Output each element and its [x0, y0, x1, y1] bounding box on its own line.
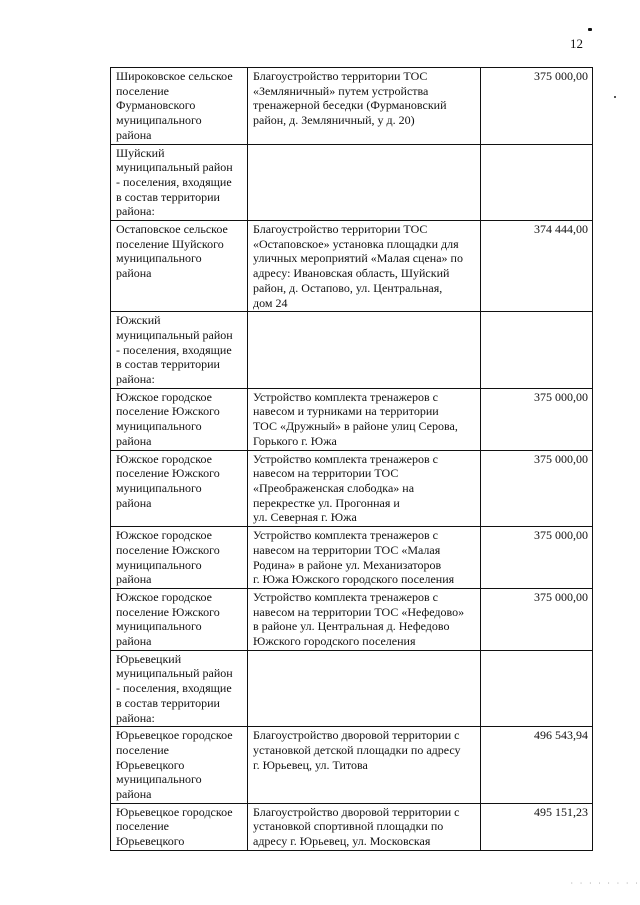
table-row	[111, 803, 593, 850]
amount-cell	[481, 144, 593, 221]
table-row	[111, 527, 593, 589]
table-row	[111, 68, 593, 145]
project-cell	[248, 144, 481, 221]
amount-cell: 375 000,00	[481, 68, 593, 145]
margin-dot	[614, 96, 616, 98]
project-cell: Устройство комплекта тренажеров с навесом и турниками на территории ТОС «Дружный» в районе улиц Серова, Горького г. Южа	[248, 388, 481, 450]
district-header-cell: Шуйский муниципальный район - поселения, входящие в состав территории района:	[111, 144, 248, 221]
page-number: 12	[570, 36, 583, 51]
table-row	[111, 144, 593, 221]
amount-cell: 375 000,00	[481, 527, 593, 589]
amount-cell	[481, 312, 593, 389]
amount-cell	[481, 650, 593, 727]
project-cell	[248, 312, 481, 389]
scan-footer-mark: · · · · · · · ·	[570, 880, 640, 887]
municipality-cell: Южское городское поселение Южского муниципального района	[111, 450, 248, 527]
project-cell: Благоустройство дворовой территории с установкой спортивной площадки по адресу г. Юрьевец, ул. Московская	[248, 803, 481, 850]
municipality-cell: Остаповское сельское поселение Шуйского муниципального района	[111, 221, 248, 312]
project-cell: Устройство комплекта тренажеров с навесом на территории ТОС «Преображенская слободка» на перекрестке ул. Прогонная и ул. Северная г. Южа	[248, 450, 481, 527]
project-cell: Устройство комплекта тренажеров с навесом на территории ТОС «Нефедово» в районе ул. Центральная д. Нефедово Южского городского поселения	[248, 588, 481, 650]
amount-cell: 375 000,00	[481, 388, 593, 450]
table-row	[111, 312, 593, 389]
table-row	[111, 221, 593, 312]
amount-cell: 375 000,00	[481, 450, 593, 527]
amount-cell: 374 444,00	[481, 221, 593, 312]
district-header-cell: Южский муниципальный район - поселения, входящие в состав территории района:	[111, 312, 248, 389]
project-cell: Устройство комплекта тренажеров с навесом на территории ТОС «Малая Родина» в районе ул. Механизаторов г. Южа Южского городского поселения	[248, 527, 481, 589]
table-row	[111, 650, 593, 727]
project-cell: Благоустройство территории ТОС «Земляничный» путем устройства тренажерной беседки (Фурмановский район, д. Земляничный, у д. 20)	[248, 68, 481, 145]
amount-cell: 375 000,00	[481, 588, 593, 650]
table-row	[111, 588, 593, 650]
project-cell	[248, 650, 481, 727]
municipality-cell: Юрьевецкое городское поселение Юрьевецкого муниципального района	[111, 727, 248, 804]
amount-cell: 495 151,23	[481, 803, 593, 850]
district-header-cell: Юрьевецкий муниципальный район - поселения, входящие в состав территории района:	[111, 650, 248, 727]
table-row	[111, 388, 593, 450]
funding-table	[110, 67, 593, 851]
corner-mark	[588, 28, 592, 31]
table-row	[111, 450, 593, 527]
municipality-cell: Юрьевецкое городское поселение Юрьевецкого	[111, 803, 248, 850]
table-row	[111, 727, 593, 804]
municipality-cell: Южское городское поселение Южского муниципального района	[111, 388, 248, 450]
project-cell: Благоустройство территории ТОС «Остаповское» установка площадки для уличных мероприятий «Малая сцена» по адресу: Ивановская область, Шуйский район, д. Остапово, ул. Центральная, дом 24	[248, 221, 481, 312]
municipality-cell: Южское городское поселение Южского муниципального района	[111, 588, 248, 650]
amount-cell: 496 543,94	[481, 727, 593, 804]
municipality-cell: Широковское сельское поселение Фурмановского муниципального района	[111, 68, 248, 145]
municipality-cell: Южское городское поселение Южского муниципального района	[111, 527, 248, 589]
project-cell: Благоустройство дворовой территории с установкой детской площадки по адресу г. Юрьевец, ул. Титова	[248, 727, 481, 804]
